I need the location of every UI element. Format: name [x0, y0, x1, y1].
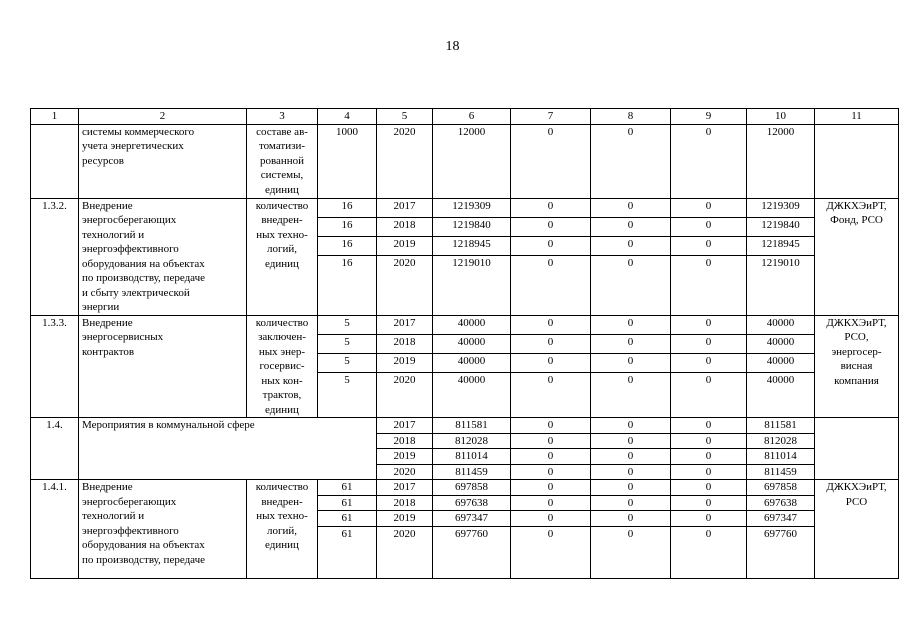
year: 2019	[377, 236, 433, 255]
executor	[815, 124, 899, 198]
measure-name: Внедрение энергосервисных контрактов	[79, 315, 247, 418]
year: 2019	[377, 353, 433, 372]
regional-amount: 0	[591, 315, 671, 334]
item-number: 1.3.2.	[31, 198, 79, 315]
other-amount: 697858	[747, 480, 815, 496]
local-amount: 0	[671, 334, 747, 353]
local-amount: 0	[671, 418, 747, 434]
local-amount: 0	[671, 511, 747, 527]
item-number: 1.4.	[31, 418, 79, 480]
other-amount: 812028	[747, 433, 815, 449]
item-number: 1.3.3.	[31, 315, 79, 418]
regional-amount: 0	[591, 353, 671, 372]
column-number: 7	[511, 109, 591, 125]
table-row	[31, 480, 899, 496]
indicator-value: 5	[318, 334, 377, 353]
year: 2020	[377, 124, 433, 198]
executor: ДЖКХЭиРТ, РСО	[815, 480, 899, 579]
regional-amount: 0	[591, 449, 671, 465]
other-amount: 697347	[747, 511, 815, 527]
total-amount: 697760	[433, 526, 511, 578]
column-number: 8	[591, 109, 671, 125]
total-amount: 1218945	[433, 236, 511, 255]
federal-amount: 0	[511, 526, 591, 578]
indicator-name: составе ав- томатизи- рованной системы, единиц	[247, 124, 318, 198]
indicator-value: 16	[318, 217, 377, 236]
federal-amount: 0	[511, 124, 591, 198]
column-number: 5	[377, 109, 433, 125]
indicator-value: 16	[318, 236, 377, 255]
regional-amount: 0	[591, 124, 671, 198]
federal-amount: 0	[511, 217, 591, 236]
indicator-value: 61	[318, 495, 377, 511]
year: 2019	[377, 511, 433, 527]
other-amount: 40000	[747, 373, 815, 418]
column-number: 9	[671, 109, 747, 125]
year: 2017	[377, 480, 433, 496]
table-row	[31, 198, 899, 217]
regional-amount: 0	[591, 334, 671, 353]
executor: ДЖКХЭиРТ, РСО, энергосер- висная компания	[815, 315, 899, 418]
other-amount: 697760	[747, 526, 815, 578]
other-amount: 40000	[747, 315, 815, 334]
total-amount: 40000	[433, 373, 511, 418]
federal-amount: 0	[511, 255, 591, 315]
local-amount: 0	[671, 255, 747, 315]
measure-name: Внедрение энергосберегающих технологий и энергоэффективного оборудования на объектах по производству, передаче и сбыту электрической энергии	[79, 198, 247, 315]
local-amount: 0	[671, 433, 747, 449]
total-amount: 40000	[433, 315, 511, 334]
indicator-value: 16	[318, 255, 377, 315]
total-amount: 1219010	[433, 255, 511, 315]
indicator-name: количество внедрен- ных техно- логий, единиц	[247, 480, 318, 579]
total-amount: 811459	[433, 464, 511, 480]
indicator-value: 16	[318, 198, 377, 217]
indicator-name: количество заключен- ных энер- госервис- ных кон- трактов, единиц	[247, 315, 318, 418]
year: 2018	[377, 495, 433, 511]
local-amount: 0	[671, 198, 747, 217]
other-amount: 40000	[747, 353, 815, 372]
local-amount: 0	[671, 373, 747, 418]
column-number: 6	[433, 109, 511, 125]
local-amount: 0	[671, 526, 747, 578]
column-number: 1	[31, 109, 79, 125]
local-amount: 0	[671, 236, 747, 255]
year: 2020	[377, 255, 433, 315]
total-amount: 1219309	[433, 198, 511, 217]
executor	[815, 418, 899, 480]
other-amount: 1219010	[747, 255, 815, 315]
total-amount: 697347	[433, 511, 511, 527]
total-amount: 40000	[433, 334, 511, 353]
regional-amount: 0	[591, 418, 671, 434]
local-amount: 0	[671, 353, 747, 372]
regional-amount: 0	[591, 464, 671, 480]
local-amount: 0	[671, 315, 747, 334]
total-amount: 812028	[433, 433, 511, 449]
indicator-value: 5	[318, 315, 377, 334]
year: 2019	[377, 449, 433, 465]
regional-amount: 0	[591, 495, 671, 511]
local-amount: 0	[671, 480, 747, 496]
federal-amount: 0	[511, 236, 591, 255]
year: 2017	[377, 315, 433, 334]
federal-amount: 0	[511, 315, 591, 334]
federal-amount: 0	[511, 198, 591, 217]
total-amount: 12000	[433, 124, 511, 198]
section-title: Мероприятия в коммунальной сфере	[79, 418, 377, 480]
federal-amount: 0	[511, 418, 591, 434]
year: 2018	[377, 433, 433, 449]
indicator-value: 5	[318, 373, 377, 418]
other-amount: 12000	[747, 124, 815, 198]
regional-amount: 0	[591, 511, 671, 527]
column-number: 4	[318, 109, 377, 125]
measure-name: Внедрение энергосберегающих технологий и энергоэффективного оборудования на объектах по производству, передаче	[79, 480, 247, 579]
total-amount: 697638	[433, 495, 511, 511]
local-amount: 0	[671, 217, 747, 236]
year: 2017	[377, 418, 433, 434]
total-amount: 811014	[433, 449, 511, 465]
federal-amount: 0	[511, 464, 591, 480]
item-number	[31, 124, 79, 198]
column-number: 11	[815, 109, 899, 125]
year: 2020	[377, 526, 433, 578]
federal-amount: 0	[511, 511, 591, 527]
regional-amount: 0	[591, 433, 671, 449]
other-amount: 697638	[747, 495, 815, 511]
executor: ДЖКХЭиРТ, Фонд, РСО	[815, 198, 899, 315]
other-amount: 1219840	[747, 217, 815, 236]
column-number-row	[31, 109, 899, 125]
federal-amount: 0	[511, 433, 591, 449]
year: 2020	[377, 373, 433, 418]
local-amount: 0	[671, 464, 747, 480]
indicator-value: 61	[318, 480, 377, 496]
regional-amount: 0	[591, 217, 671, 236]
other-amount: 1218945	[747, 236, 815, 255]
other-amount: 811581	[747, 418, 815, 434]
column-number: 3	[247, 109, 318, 125]
column-number: 2	[79, 109, 247, 125]
federal-amount: 0	[511, 495, 591, 511]
regional-amount: 0	[591, 526, 671, 578]
regional-amount: 0	[591, 198, 671, 217]
indicator-value: 61	[318, 511, 377, 527]
indicator-value: 5	[318, 353, 377, 372]
other-amount: 811014	[747, 449, 815, 465]
indicator-value: 1000	[318, 124, 377, 198]
total-amount: 697858	[433, 480, 511, 496]
local-amount: 0	[671, 495, 747, 511]
local-amount: 0	[671, 449, 747, 465]
year: 2020	[377, 464, 433, 480]
year: 2017	[377, 198, 433, 217]
total-amount: 1219840	[433, 217, 511, 236]
page-number: 18	[445, 39, 460, 54]
indicator-name: количество внедрен- ных техно- логий, единиц	[247, 198, 318, 315]
regional-amount: 0	[591, 480, 671, 496]
item-number: 1.4.1.	[31, 480, 79, 579]
table-row	[31, 418, 899, 434]
other-amount: 40000	[747, 334, 815, 353]
table-row	[31, 315, 899, 334]
column-number: 10	[747, 109, 815, 125]
regional-amount: 0	[591, 255, 671, 315]
regional-amount: 0	[591, 373, 671, 418]
total-amount: 811581	[433, 418, 511, 434]
year: 2018	[377, 334, 433, 353]
total-amount: 40000	[433, 353, 511, 372]
measure-name: системы коммерческого учета энергетических ресурсов	[79, 124, 247, 198]
federal-amount: 0	[511, 334, 591, 353]
regional-amount: 0	[591, 236, 671, 255]
local-amount: 0	[671, 124, 747, 198]
federal-amount: 0	[511, 373, 591, 418]
federal-amount: 0	[511, 480, 591, 496]
year: 2018	[377, 217, 433, 236]
federal-amount: 0	[511, 353, 591, 372]
other-amount: 1219309	[747, 198, 815, 217]
program-table	[30, 108, 899, 579]
federal-amount: 0	[511, 449, 591, 465]
other-amount: 811459	[747, 464, 815, 480]
table-row	[31, 124, 899, 198]
indicator-value: 61	[318, 526, 377, 578]
